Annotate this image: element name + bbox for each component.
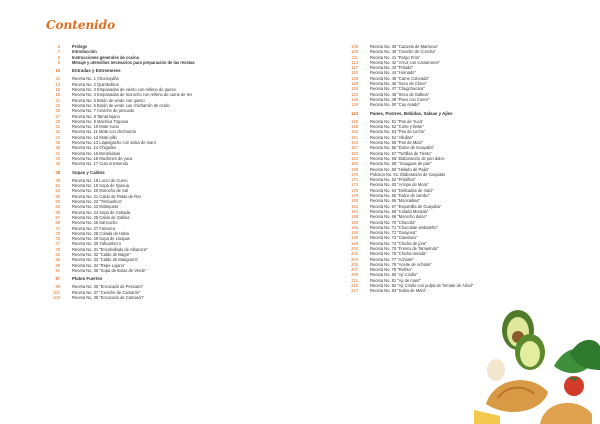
toc-page-number: 97 [55,276,60,282]
toc-page-number: 188 [351,214,358,220]
toc-page-number: 151 [351,134,358,140]
toc-entry-title: Receta No. 67 "Espumilla de Guayaba" [370,203,442,209]
toc-entry-title: Práctica No. 61: Elaboración de rosquitas [370,171,446,177]
toc-page-number: 196 [351,235,358,241]
toc-entry-title: Receta No. 27 Fanesca [72,225,116,231]
toc-entry-title: Receta No. 41 "Pargo Frito" [370,54,421,60]
toc-entry-title: Receta No. 46 "Seco de Chivo" [370,81,427,87]
toc-section-title: Platos Fuertes [72,276,103,282]
toc-page-number: 117 [351,65,358,71]
toc-entry-title: Receta No. 19 Sopa de Quinua [72,183,129,189]
toc-page-number: 148 [351,124,358,130]
toc-page-number: 34 [55,134,60,140]
toc-entry [46,268,292,273]
toc-page-number: 204 [351,256,358,262]
toc-page-number: 195 [351,230,358,236]
toc-entry-title: Receta No. 63 "Arrope de Mora" [370,182,429,188]
toc-page-number: 75 [55,236,60,242]
toc-entry-title: Receta No. 45 "Carne Colorada" [370,75,430,81]
toc-page-number: 103 [53,295,60,301]
toc-entry-title: Receta No. 79 "Refrito" [370,267,413,273]
toc-page-number: 5 [57,59,60,65]
toc-entry-title: Receta No. 80 "Ají Criollo" [370,272,418,278]
toc-entry-title: Receta No. 56 "Dulce de Guayaba" [370,145,435,151]
toc-entry-title: Receta No. 25 Caldo de Gallina [72,214,130,220]
toc-page-number: 171 [351,177,358,183]
toc-section-title: Entradas y Entremeses [72,68,121,74]
toc-entry-title: Receta No. 74 "Chicha de jora" [370,240,427,246]
toc-entry-title: Receta No. 39 "Cazuela de Mariscos" [370,44,439,49]
toc-page-number: 62 [55,204,60,210]
toc-page-number: 154 [351,140,358,146]
toc-page-number: 205 [351,261,358,267]
toc-page-number: 49 [55,177,60,183]
toc-entry-title: Receta No. 78 "Aceite de Achiote" [370,261,432,267]
toc-entry-title: Receta No. 81 "Ají de maní" [370,277,421,283]
toc-entry-title: Receta No. 2 Quimbolitos [72,81,119,87]
toc-page-number: 28 [55,118,60,124]
toc-page-number: 19 [55,92,60,98]
toc-page-number: 91 [55,267,60,273]
toc-page-number: 82 [55,251,60,257]
toc-entry-title: Receta No. 26 Sancocho [72,220,118,226]
toc-page-number: 45 [55,161,60,167]
toc-page-number: 36 [55,140,60,146]
toc-entry-title: Receta No. 29 Sopa de Lluspas [72,236,130,242]
toc-page-number: 182 [351,203,358,209]
toc-entry-title: Menaje y utensilios necesarios para preparación de las recetas [72,59,195,65]
toc-entry-title: Receta No. 14 Chigüiles [72,145,117,151]
toc-page-number: 8 [57,54,60,60]
toc-page-number: 59 [55,199,60,205]
toc-entry-title: Receta No. 70 "Chuccila" [370,219,416,225]
toc-entry-title: Receta No. 75 "Fresco de Tamarindo" [370,245,439,251]
toc-page-number: 163 [351,155,358,161]
toc-entry-title: Receta No. 82 "Ají Criollo con pulpa de Tomate de Árbol" [370,283,474,289]
toc-entry-title: Receta No. 54 "Allullas" [370,134,414,140]
cheese-icon [474,410,500,424]
toc-page-number: 71 [55,225,60,231]
toc-page-number: 48 [55,169,60,175]
toc-entry-title: Receta No. 38 "Encocado de Camarón" [72,295,145,301]
toc-page-number: 77 [55,241,60,247]
toc-entry-title: Receta No. 48 "Seco de Gallina" [370,91,430,97]
toc-page-number: 6 [57,44,60,49]
toc-page-number: 114 [351,59,358,65]
toc-entry-title: Receta No. 13 Llapingacho con salsa de maní [72,140,156,146]
toc-page-number: 99 [55,284,60,290]
toc-page-number: 157 [351,145,358,151]
toc-entry-title: Receta No. 7 Ceviche de pescado [72,108,135,114]
toc-entry-title: Receta No. 32 "Caldo de Bagre" [72,251,131,257]
toc-entry-title: Receta No. 73 "Canelazo" [370,235,418,241]
toc-section-row [46,68,292,73]
toc-page-number: 108 [351,49,358,55]
toc-page-number: 217 [351,288,358,294]
toc-entry-title: Receta No. 76 "Chicha mirada" [370,251,427,257]
toc-page-number: 56 [55,193,60,199]
toc-page-number: 209 [351,272,358,278]
toc-page-number: 136 [351,96,358,102]
toc-page-number: 111 [351,54,358,60]
toc-entry [46,161,292,166]
toc-entry-title: Receta No. 4 Empanadas de morocho con relleno de carne de res [72,92,193,98]
toc-page-number: 120 [351,70,358,76]
toc-page-number: 202 [351,251,358,257]
toc-entry-title: Receta No. 23 Molequeta [72,204,119,210]
toc-page-number: 133 [351,91,358,97]
toc-page-number: 21 [55,97,60,103]
toc-page-number: 207 [351,267,358,273]
toc-page-number: 125 [351,75,358,81]
toc-page-number: 7 [57,49,60,55]
toc-entry-title: Receta No. 35 "Sopa de Bolas de Verde" [72,267,147,273]
toc-page-number: 43 [55,155,60,161]
toc-right-column [344,44,534,294]
page-title: Contenido [46,18,116,32]
toc-section-row [46,170,292,175]
toc-entry-title: Receta No. 36 "Encocado de Pescado" [72,284,144,290]
toc-page-number: 73 [55,230,60,236]
toc-entry-title: Receta No. 12 Mote pillo [72,134,117,140]
toc-page-number: 145 [351,118,358,124]
toc-entry-title: Receta No. 33 "Caldo de Manguera" [72,257,139,263]
toc-entry-title: Receta No. 43 "Fritada" [370,65,413,71]
toc-entry-title: Receta No. 22 "Timbushca" [72,199,123,205]
toc-entry-title: Receta No. 37 "Ceviche de Camarón" [72,289,141,295]
toc-entry-title: Receta No. 53 "Pan de Leche" [370,129,426,135]
toc-page-number: 11 [55,76,60,82]
toc-page-number: 27 [55,113,60,119]
toc-entry-title: Receta No. 21 Caldo de Patas de Res [72,193,142,199]
toc-page-number: 31 [55,124,60,130]
toc-entry-title: Receta No. 40 "Ceviche de Concha" [370,49,436,55]
toc-page-number: 215 [351,283,358,289]
toc-entry-title: Receta No. 64 "Delicadas de maíz" [370,187,434,193]
toc-entry-title: Receta No. 52 "Corte y bebe" [370,124,424,130]
toc-page-number: 54 [55,188,60,194]
toc-entry-title: Receta No. 6 Bolón de verde con chicharrón de cerdo [72,102,170,108]
toc-entry-title: Receta No. 68 "Colada Morada" [370,208,429,214]
toc-entry-title: Prólogo [72,44,88,49]
food-illustration [470,274,600,424]
toc-page-number: 13 [55,81,60,87]
toc-entry-title: Receta No. 15 Bonitísimas [72,150,121,156]
toc-page-number: 79 [55,246,60,252]
toc-entry-title: Receta No. 55 "Pan de Maíz" [370,140,424,146]
toc-entry-title: Receta No. 83 "Salsa de Maní" [370,288,427,294]
toc-entry-title: Receta No. 60 "Helado de Paila" [370,166,430,172]
toc-entry-title: Receta No. 51 "Pan de Yuca" [370,118,424,124]
toc-page-number: 198 [351,240,358,246]
toc-page-number: 190 [351,219,358,225]
toc-entry-title: Receta No. 77 "Achiote" [370,256,414,262]
toc-entry-title: Receta No. 31 "Encebollado de Albacora" [72,246,148,252]
toc-entry-title: Receta No. 57 "Tortillas de Tiesto" [370,150,432,156]
toc-entry-title: Receta No. 42 "Arroz con Camarones" [370,59,441,65]
toc-entry-title: Receta No. 20 Morocho de Sal [72,188,128,194]
toc-entry-title: Receta No. 8 Tamal lojano [72,113,120,119]
toc-entry-title: Receta No. 62 "Pristiños" [370,177,416,183]
toc-section-row [46,276,292,281]
toc-page-number: 139 [351,102,358,108]
toc-entry-title: Receta No. 17 Cuto ensmendo [72,161,129,167]
toc-entry-title: Receta No. 47 "Chugchucara" [370,86,425,92]
toc-page-number: 168 [351,166,358,172]
egg-icon [487,359,505,381]
toc-entry-title: Receta No. 18 Locro de Cuero [72,177,128,183]
toc-section-title: Sopas y Caldos [72,169,105,175]
toc-page-number: 144 [351,110,358,116]
toc-section-row [344,111,534,116]
toc-page-number: 25 [55,108,60,114]
toc-page-number: 184 [351,208,358,214]
toc-page-number: 41 [55,150,60,156]
toc-page-number: 105 [351,44,358,49]
toc-entry-title: Instrucciones generales de cocina [72,54,139,60]
toc-entry-title: Receta No. 49 "Pavo con Cuero" [370,96,430,102]
toc-entry-title: Receta No. 11 Mote con chicharrón [72,129,137,135]
toc-entry-title: Receta No. 16 Muchines de yuca [72,155,133,161]
toc-entry-title: Receta No. 71 "Chocolate ambateño" [370,224,438,230]
toc-entry-title: Receta No. 65 "Dulce de zambo" [370,193,430,199]
toc-entry-title: Introducción [72,49,97,55]
toc-page-number: 85 [55,257,60,263]
toc-page-number: 173 [351,182,358,188]
toc-page-number: 15 [55,87,60,93]
toc-left-column [46,44,292,300]
toc-entry-title: Receta No. 58: Elaboración de pan dulce [370,155,445,161]
toc-entry-title: Receta No. 44 "Hornado" [370,70,416,76]
toc-entry-title: Receta No. 24 Sopa de Cebada [72,209,131,215]
toc-page-number: 192 [351,224,358,230]
toc-entry-title: Receta No. 10 Mote sucio [72,124,120,130]
toc-page-number: 67 [55,214,60,220]
toc-entry-title: Receta No. 72 "Guayusa" [370,230,417,236]
toc-page-number: 150 [351,129,358,135]
toc-entry-title: Receta No. 5 Bolón de verde con queso [72,97,145,103]
bread-icon [486,380,548,412]
toc-page-number: 180 [351,198,358,204]
toc-entry-title: Receta No. 30 Yahuarlocro [72,241,122,247]
toc-entry-title: Receta No. 59: "Guaguas de pan" [370,161,432,167]
toc-section-title: Panes, Postres, Bebidas, Salsas y Ajíes [370,110,453,116]
toc-entry-title: Receta No. 9 Máchica Traposa [72,118,129,124]
toc-page-number: 39 [55,145,60,151]
toc-page-number: 130 [351,86,358,92]
toc-entry-title: Receta No. 69 "Morocho dulce" [370,214,428,220]
toc-page-number: 178 [351,193,358,199]
toc-page-number: 170 [351,171,358,177]
toc-entry-title: Receta No. 28 Colada de Haba [72,230,129,236]
toc-page-number: 200 [351,245,358,251]
toc-page-number: 32 [55,129,60,135]
toc-entry [46,295,292,300]
toc-entry-title: Receta No. 3 Empanadas de viento con relleno de queso [72,87,176,93]
toc-entry-title: Receta No. 50 "Cuy Asado" [370,102,421,108]
toc-entry-title: Receta No. 1 Chocloyaña [72,76,119,82]
toc-page-number: 52 [55,183,60,189]
toc-page-number: 88 [55,262,60,268]
toc-entry [46,60,292,65]
toc-page-number: 176 [351,187,358,193]
toc-page-number: 160 [351,150,358,156]
toc-entry-title: Receta No. 66 "Moncaibas" [370,198,421,204]
toc-page-number: 165 [351,161,358,167]
toc-page-number: 211 [351,277,358,283]
toc-page-number: 65 [55,209,60,215]
toc-page-number: 128 [351,81,358,87]
toc-page-number: 23 [55,102,60,108]
toc-entry-title: Receta No. 34 "Repe Lojano" [72,262,126,268]
toc-entry [344,102,534,107]
toc-page-number: 69 [55,220,60,226]
toc-page-number: 101 [53,289,60,295]
toc-page-number: 10 [55,68,60,74]
